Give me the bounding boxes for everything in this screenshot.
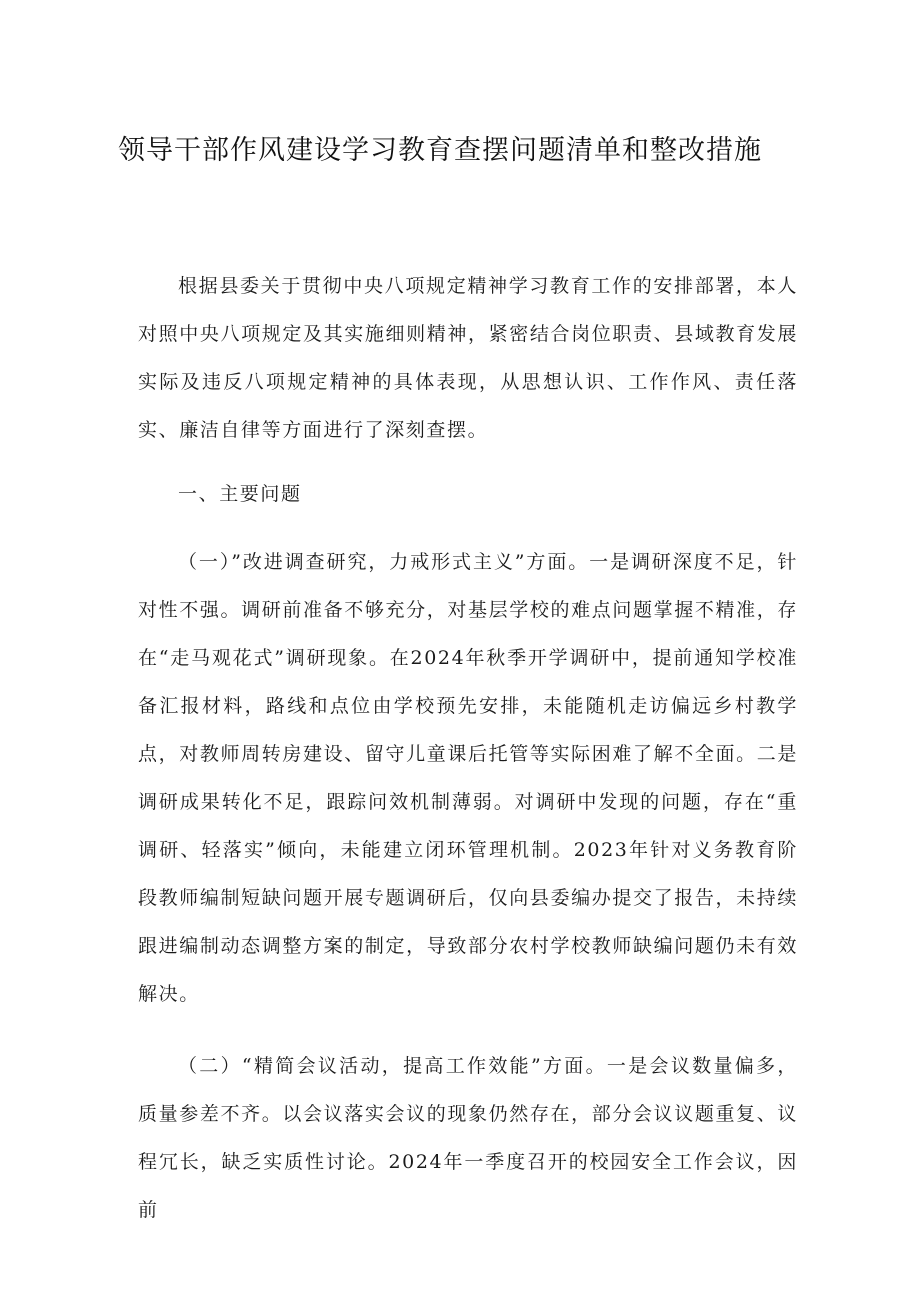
document-title: 领导干部作风建设学习教育查摆问题清单和整改措施 [118, 135, 762, 166]
section-heading-main-problems: 一、主要问题 [178, 483, 302, 505]
intro-paragraph: 根据县委关于贯彻中央八项规定精神学习教育工作的安排部署，本人对照中央八项规定及其实施细则精神，紧密结合岗位职责、县域教育发展实际及违反八项规定精神的具体表现，从思想认识、工作作风、责任落实、廉洁自律等方面进行了深刻查摆。 [138, 275, 798, 441]
problem-paragraph-meetings: （二）“精简会议活动，提高工作效能”方面。一是会议数量偏多，质量参差不齐。以会议落实会议的现象仍然存在，部分会议议题重复、议程冗长，缺乏实质性讨论。2024年一季度召开的校园安全工作会议，因前 [138, 1055, 798, 1221]
problem-paragraph-research: （一）”改进调查研究，力戒形式主义”方面。一是调研深度不足，针对性不强。调研前准备不够充分，对基层学校的难点问题掌握不精准，存在“走马观花式”调研现象。在2024年秋季开学调研中，提前通知学校准备汇报材料，路线和点位由学校预先安排，未能随机走访偏远乡村教学点，对教师周转房建设、留守儿童课后托管等实际困难了解不全面。二是调研成果转化不足，跟踪问效机制薄弱。对调研中发现的问题，存在“重调研、轻落实”倾向，未能建立闭环管理机制。2023年针对义务教育阶段教师编制短缺问题开展专题调研后，仅向县委编办提交了报告，未持续跟进编制动态调整方案的制定，导致部分农村学校教师缺编问题仍未有效解决。 [138, 551, 798, 1005]
